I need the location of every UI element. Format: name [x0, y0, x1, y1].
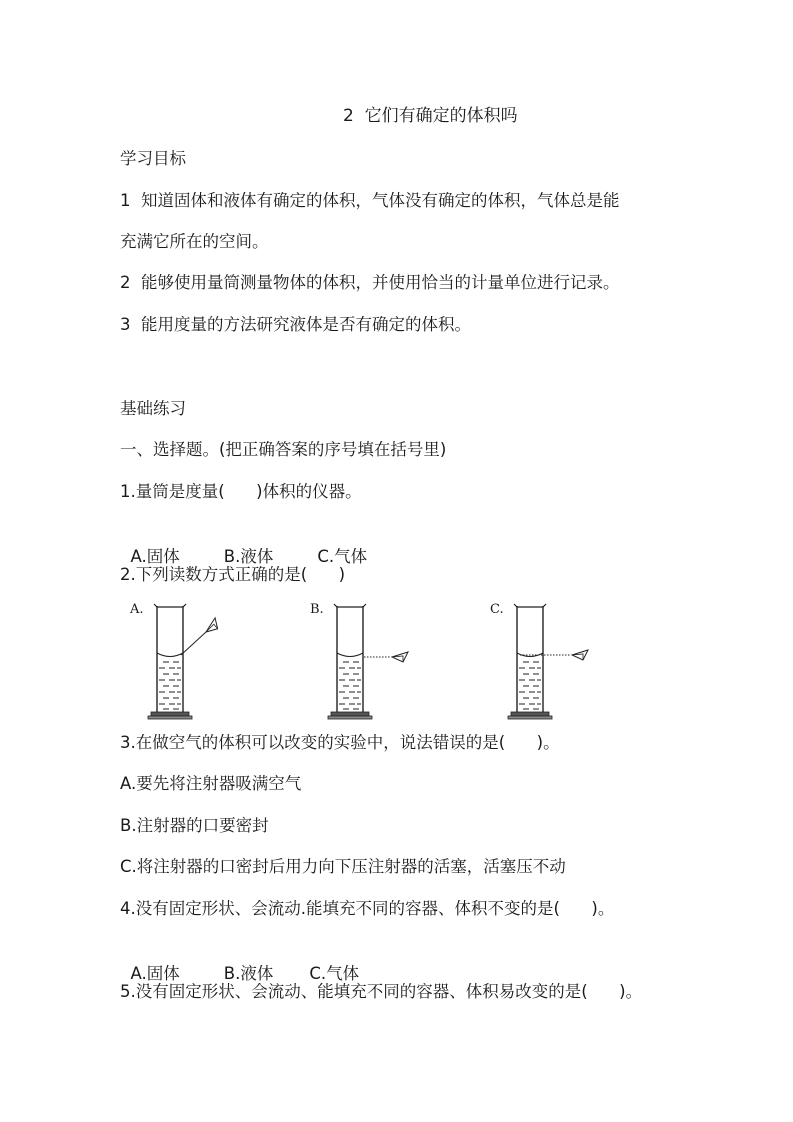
cylinder-a-icon [148, 604, 221, 719]
reading-methods-figure [120, 600, 600, 725]
question-4-options [120, 938, 359, 986]
option-c: C.气体 [309, 964, 360, 983]
practice-heading: 基础练习 [120, 399, 186, 418]
section-heading: 一、选择题。(把正确答案的序号填在括号里) [120, 440, 447, 459]
option-a: A.固体 [130, 964, 180, 983]
option-a: A.固体 [130, 547, 180, 566]
cylinder-c-icon [508, 604, 588, 719]
goal-line: 2 能够使用量筒测量物体的体积，并使用恰当的计量单位进行记录。 [120, 273, 620, 292]
question-5: 5.没有固定形状、会流动、能填充不同的容器、体积易改变的是( )。 [120, 982, 643, 1001]
question-2: 2.下列读数方式正确的是( ) [120, 565, 346, 584]
question-3: 3.在做空气的体积可以改变的实验中，说法错误的是( )。 [120, 733, 560, 752]
question-1: 1.量筒是度量( )体积的仪器。 [120, 482, 362, 501]
goal-line: 充满它所在的空间。 [120, 232, 269, 251]
question-3-option-c: C.将注射器的口密封后用力向下压注射器的活塞，活塞压不动 [120, 857, 566, 876]
goal-line: 1 知道固体和液体有确定的体积，气体没有确定的体积，气体总是能 [120, 191, 620, 210]
goal-line: 3 能用度量的方法研究液体是否有确定的体积。 [120, 315, 471, 334]
question-3-option-b: B.注射器的口要密封 [120, 816, 269, 835]
figure-label-b: B. [310, 602, 324, 617]
cylinder-b-icon [328, 604, 408, 719]
question-1-options [120, 521, 367, 569]
figure-label-a: A. [130, 602, 144, 617]
goals-heading: 学习目标 [120, 149, 186, 168]
question-4: 4.没有固定形状、会流动.能填充不同的容器、体积不变的是( )。 [120, 899, 615, 918]
question-3-option-a: A.要先将注射器吸满空气 [120, 774, 302, 793]
option-b: B.液体 [223, 547, 274, 566]
page-title: 2 它们有确定的体积吗 [343, 106, 518, 126]
option-c: C.气体 [317, 547, 368, 566]
figure-label-c: C. [490, 602, 504, 617]
option-b: B.液体 [223, 964, 274, 983]
